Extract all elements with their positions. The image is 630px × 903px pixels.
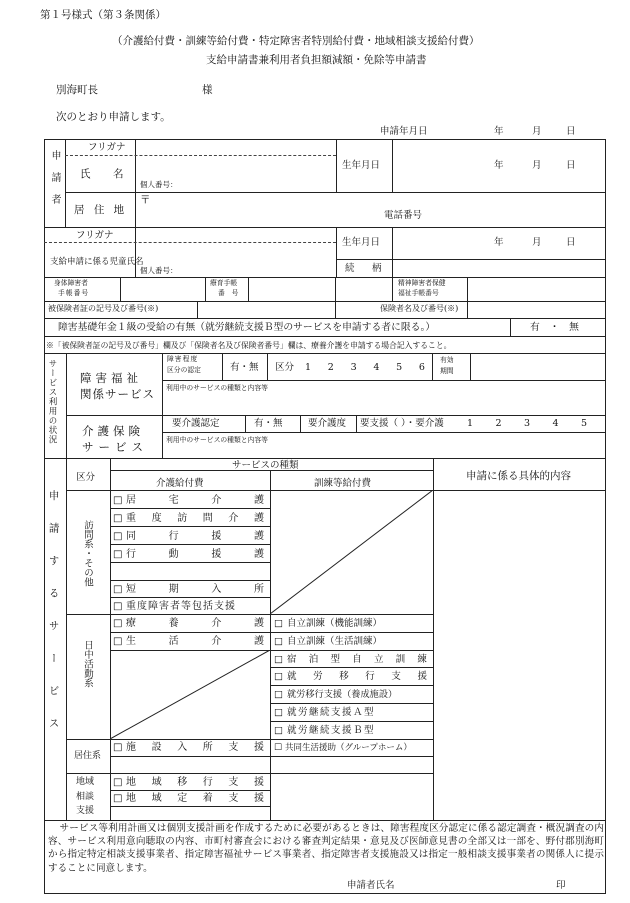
label-employment: 就 労 移 行 支 援 xyxy=(287,671,427,682)
checkbox-behavior[interactable]: □ xyxy=(113,549,123,560)
applicant-name-label: 氏 名 xyxy=(80,168,130,180)
applicant-section-label: 申請者 xyxy=(49,150,60,216)
local-group-label-2: 相談 xyxy=(76,792,95,802)
child-personal-number-label: 個人番号： xyxy=(140,266,178,275)
label-home-care: 居 宅 介 護 xyxy=(126,495,264,506)
checkbox-stay-training[interactable]: □ xyxy=(274,654,283,665)
applicant-furigana-label: フリガナ xyxy=(88,142,126,153)
applicant-personal-number-label: 個人番号： xyxy=(140,180,178,189)
checkbox-continuous-a[interactable]: □ xyxy=(274,707,283,718)
insured-number-label: 被保険者証の記号及び番号(※) xyxy=(48,304,159,313)
form-title-line2: 支給申請書兼利用者負担額減額・免除等申請書 xyxy=(206,54,427,66)
checkbox-continuous-b[interactable]: □ xyxy=(274,725,283,736)
kunren-header: 訓練等給付費 xyxy=(314,478,372,489)
checkbox-heavy-visit[interactable]: □ xyxy=(113,513,123,524)
seal-mark: 印 xyxy=(556,880,566,891)
label-continuous-b: 就労継続支援Ｂ型 xyxy=(287,725,376,736)
residence-group-label: 居住系 xyxy=(74,751,102,761)
mental-cert-label-1: 精神障害者保健 xyxy=(398,279,446,287)
applicant-birth-label: 生年月日 xyxy=(342,160,381,171)
intro-text: 次のとおり申請します。 xyxy=(56,111,171,123)
checkbox-medical-care[interactable]: □ xyxy=(113,618,123,629)
rehab-cert-label-2: 番 号 xyxy=(218,289,239,297)
form-number: 第１号様式（第３条関係） xyxy=(40,9,166,21)
disability-service-label-1: 障害福祉 xyxy=(80,371,142,385)
kubun-label: 区分 xyxy=(275,362,295,373)
date-year: 年 xyxy=(494,126,504,137)
level-label-1: 障害程度 xyxy=(167,355,199,363)
care-cert-label: 要介護認定 xyxy=(172,418,220,429)
kubun-header: 区分 xyxy=(76,472,96,483)
visit-group-label: 訪問系・その他 xyxy=(82,520,93,587)
label-accompany: 同 行 援 護 xyxy=(126,531,264,542)
child-birth-day: 日 xyxy=(566,237,576,248)
services-section-label: 申請するサービス xyxy=(47,490,60,750)
day-diagonal xyxy=(110,650,270,739)
checkbox-life-care[interactable]: □ xyxy=(113,636,123,647)
physical-cert-label-1: 身体障害者 xyxy=(54,279,88,287)
kaigo-header: 介護給付費 xyxy=(156,478,204,489)
child-furigana-label: フリガナ xyxy=(76,230,114,241)
label-continuous-a: 就労継続支援Ａ型 xyxy=(287,707,376,718)
label-short-stay: 短 期 入 所 xyxy=(126,584,264,595)
checkbox-employment[interactable]: □ xyxy=(274,671,283,682)
child-name-label: 支給申請に係る児童氏名 xyxy=(50,257,144,267)
usage-section-label: サービス利用の状況 xyxy=(47,359,57,445)
child-birth-year: 年 xyxy=(494,237,504,248)
phone-label: 電話番号 xyxy=(384,210,423,221)
insurer-label: 保険者名及び番号(※) xyxy=(380,304,459,313)
local-group-label-3: 支援 xyxy=(76,806,95,816)
local-group-label-1: 地域 xyxy=(76,777,95,787)
service-types-header: サービスの種類 xyxy=(232,460,299,471)
checkbox-transition[interactable]: □ xyxy=(113,777,123,788)
rehab-cert-label-1: 療育手帳 xyxy=(210,279,238,287)
mental-cert-label-2: 福祉手帳番号 xyxy=(398,289,439,297)
addressee: 別海町長 xyxy=(56,84,98,96)
disability-service-label-2: 関係サービス xyxy=(80,387,155,401)
level-label-2: 区分の認定 xyxy=(167,366,201,374)
consent-text: サービス等利用計画又は個別支援計画を作成するために必要があるときは、障害程度区分認定に係る認定調査・概況調査の内容、サービス利用意向聴取の内容、市町村審査会における審査判定結果・意見及び医師意見書の全部又は一部を、野付郡別海町から指定特定相談支援事業者、指定障害福祉サービス事業者、指定障害者支援施設又は指定一般相談支援事業者の関係人に提示することに同意します。 xyxy=(48,823,604,874)
care-cert-choice: 有・無 xyxy=(254,418,283,429)
child-birth-month: 月 xyxy=(532,237,542,248)
label-settlement: 地 域 定 着 支 援 xyxy=(126,793,264,804)
label-medical-care: 療 養 介 護 xyxy=(126,618,264,629)
application-date-label: 申請年月日 xyxy=(380,126,428,137)
label-transition: 地 域 移 行 支 援 xyxy=(126,777,264,788)
level-options: 1 2 3 4 5 6 xyxy=(305,362,425,373)
physical-cert-label-2: 手帳番号 xyxy=(58,289,90,297)
label-stay-training: 宿 泊 型 自 立 訓 練 xyxy=(287,654,427,665)
applicant-address-label: 居 住 地 xyxy=(74,204,128,216)
care-insurance-label-1: 介護保険 xyxy=(82,424,144,438)
signature-label: 申請者氏名 xyxy=(347,880,395,891)
applicant-birth-month: 月 xyxy=(532,160,542,171)
checkbox-accompany[interactable]: □ xyxy=(113,531,123,542)
checkbox-comprehensive[interactable]: □ xyxy=(113,601,123,612)
in-use-label-2: 利用中のサービスの種類と内容等 xyxy=(166,436,268,444)
checkbox-short-stay[interactable]: □ xyxy=(113,584,123,595)
date-month: 月 xyxy=(532,126,542,137)
care-level-label: 要介護度 xyxy=(308,418,347,429)
content-header: 申請に係る具体的内容 xyxy=(466,470,571,482)
label-heavy-visit: 重 度 訪 問 介 護 xyxy=(126,513,264,524)
label-employment-school: 就労移行支援（養成施設） xyxy=(287,689,398,700)
child-birth-label: 生年月日 xyxy=(342,237,381,248)
care-level-options: 1 2 3 4 5 xyxy=(467,418,587,429)
checkbox-facility[interactable]: □ xyxy=(113,742,123,753)
checkbox-group-home[interactable]: □ xyxy=(274,742,283,752)
checkbox-home-care[interactable]: □ xyxy=(113,495,123,506)
label-facility: 施 設 入 所 支 援 xyxy=(126,742,264,753)
label-life-care: 生 活 介 護 xyxy=(126,636,264,647)
applicant-birth-year: 年 xyxy=(494,160,504,171)
level-choice: 有・無 xyxy=(230,362,259,373)
in-use-label: 利用中のサービスの種類と内容等 xyxy=(166,384,268,392)
label-comprehensive: 重度障害者等包括支援 xyxy=(126,601,236,612)
applicant-birth-day: 日 xyxy=(566,160,576,171)
label-life-training: 自立訓練（生活訓練） xyxy=(287,636,383,647)
checkbox-func-training[interactable]: □ xyxy=(274,618,283,629)
form-title-line1: （介護給付費・訓練等給付費・特定障害者特別給付費・地域相談支援給付費） xyxy=(112,35,480,47)
child-relation-label: 続 柄 xyxy=(345,263,386,274)
valid-label-2: 期間 xyxy=(440,367,454,375)
care-insurance-label-2: サービス xyxy=(82,440,148,454)
pension-question: 障害基礎年金１級の受給の有無（就労継続支援Ｂ型のサービスを申請する者に限る。） xyxy=(58,322,436,333)
day-group-label: 日中活動系 xyxy=(82,640,93,688)
postal-mark: 〒 xyxy=(140,194,151,206)
support-label: 要支援（ ）・要介護 xyxy=(360,418,444,429)
pension-choice: 有 ・ 無 xyxy=(530,322,579,333)
label-func-training: 自立訓練（機能訓練） xyxy=(287,618,383,629)
checkbox-life-training[interactable]: □ xyxy=(274,636,283,647)
honorific: 様 xyxy=(202,84,213,96)
label-group-home: 共同生活援助（グループホーム） xyxy=(285,743,412,753)
checkbox-settlement[interactable]: □ xyxy=(113,793,123,804)
insurance-note: ※「被保険者証の記号及び番号」欄及び「保険者名及び保険者番号」欄は、療養介護を申請する場合記入すること。 xyxy=(46,341,452,350)
date-day: 日 xyxy=(566,126,576,137)
checkbox-employment-school[interactable]: □ xyxy=(274,689,283,700)
valid-label-1: 有効 xyxy=(440,356,454,364)
visit-diagonal xyxy=(270,490,433,614)
label-behavior: 行 動 援 護 xyxy=(126,549,264,560)
